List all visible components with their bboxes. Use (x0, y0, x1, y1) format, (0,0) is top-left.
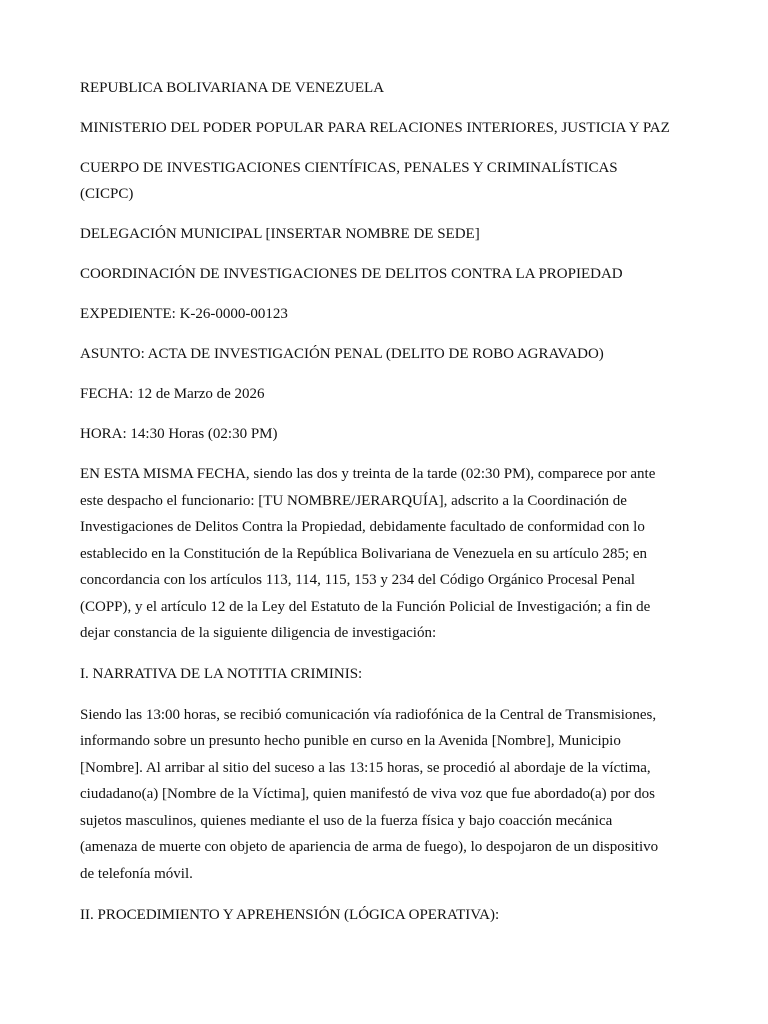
section1-line: ciudadano(a) [Nombre de la Víctima], quien manifestó de viva voz que fue abordado(a) por dos (80, 786, 655, 802)
header-delegation: DELEGACIÓN MUNICIPAL [INSERTAR NOMBRE DE SEDE] (80, 226, 480, 242)
section1-title: I. NARRATIVA DE LA NOTITIA CRIMINIS: (80, 666, 363, 682)
intro-line: este despacho el funcionario: [TU NOMBRE/JERARQUÍA], adscrito a la Coordinación de (80, 492, 627, 509)
header-republic: REPUBLICA BOLIVARIANA DE VENEZUELA (80, 80, 385, 96)
intro-line: (COPP), y el artículo 12 de la Ley del Estatuto de la Función Policial de Investigación; a fin de (80, 598, 651, 615)
intro-line: establecido en la Constitución de la República Bolivariana de Venezuela en su artículo 285; en (80, 545, 648, 562)
intro-paragraph (80, 461, 720, 647)
date-line: FECHA: 12 de Marzo de 2026 (80, 386, 265, 402)
section1-line: (amenaza de muerte con objeto de apariencia de arma de fuego), lo despojaron de un dispositivo (80, 839, 659, 855)
section1-paragraph (80, 702, 720, 888)
intro-line: dejar constancia de la siguiente diligencia de investigación: (80, 625, 437, 641)
document-page (80, 72, 720, 928)
section2-title: II. PROCEDIMIENTO Y APREHENSIÓN (LÓGICA OPERATIVA): (80, 906, 500, 923)
time-line: HORA: 14:30 Horas (02:30 PM) (80, 426, 278, 442)
header-coordination: COORDINACIÓN DE INVESTIGACIONES DE DELITOS CONTRA LA PROPIEDAD (80, 266, 623, 282)
section1-line: de telefonía móvil. (80, 865, 193, 882)
file-number: EXPEDIENTE: K-26-0000-00123 (80, 306, 288, 322)
intro-line: concordancia con los artículos 113, 114, 115, 153 y 234 del Código Orgánico Procesal Penal (80, 572, 636, 588)
header-corps-line1: CUERPO DE INVESTIGACIONES CIENTÍFICAS, PENALES Y CRIMINALÍSTICAS (80, 160, 618, 176)
subject-line: ASUNTO: ACTA DE INVESTIGACIÓN PENAL (DELITO DE ROBO AGRAVADO) (80, 346, 604, 362)
section1-line: sujetos masculinos, quienes mediante el uso de la fuerza física y bajo coacción mecánica (80, 812, 613, 829)
header-ministry: MINISTERIO DEL PODER POPULAR PARA RELACIONES INTERIORES, JUSTICIA Y PAZ (80, 120, 670, 136)
section1-line: [Nombre]. Al arribar al sitio del suceso a las 13:15 horas, se procedió al abordaje de la víctima, (80, 759, 651, 776)
header-corps-line2: (CICPC) (80, 186, 134, 202)
section1-line: Siendo las 13:00 horas, se recibió comunicación vía radiofónica de la Central de Transmisiones, (80, 706, 657, 723)
intro-line: EN ESTA MISMA FECHA, siendo las dos y treinta de la tarde (02:30 PM), comparece por ante (80, 466, 656, 482)
intro-line: Investigaciones de Delitos Contra la Propiedad, debidamente facultado de conformidad con lo (80, 519, 645, 535)
section1-line: informando sobre un presunto hecho punible en curso en la Avenida [Nombre], Municipio (80, 733, 621, 749)
